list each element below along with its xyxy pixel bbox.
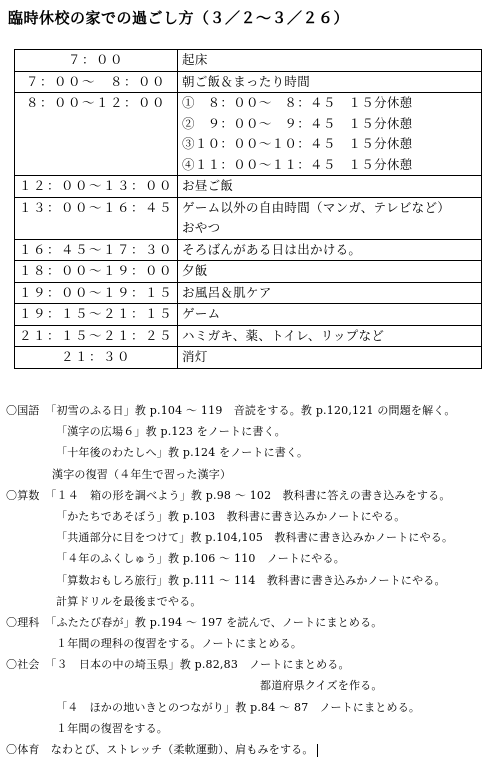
schedule-time: １９：１５～２１：１５ [15, 304, 178, 326]
schedule-row [15, 347, 482, 369]
schedule-row [15, 71, 482, 93]
note-line [6, 548, 486, 569]
note-text: 「算数おもしろ旅行」教 p.111 ～ 114 教科書に書き込みかノートにやる。 [56, 573, 446, 587]
note-text: 〇社会 「３ 日本の中の埼玉県」教 p.82,83 ノートにまとめる。 [6, 658, 350, 672]
schedule-time: ２１：１５～２１：２５ [15, 325, 178, 347]
schedule-activity-cell [178, 347, 482, 369]
schedule-activity: ② ９：００～ ９：４５ １５分休憩 [182, 115, 413, 131]
text-cursor [317, 744, 318, 757]
schedule-row [15, 304, 482, 326]
schedule-time: ２１：３０ [15, 347, 178, 369]
schedule-activity-cell [178, 50, 482, 72]
schedule-row [15, 50, 482, 72]
note-line [6, 675, 486, 696]
schedule-time: １８：００～１９：００ [15, 261, 178, 283]
schedule-time: １６：４５～１７：３０ [15, 239, 178, 261]
note-line [6, 633, 486, 654]
note-line [6, 654, 486, 675]
schedule-time: ７：００～ ８：００ [15, 71, 178, 93]
schedule-time: ７：００ [15, 50, 178, 72]
note-text: 〇理科 「ふたたび春が」教 p.194 ～ 197 を読んで、ノートにまとめる。 [6, 615, 383, 629]
note-text: 〇体育 なわとび、ストレッチ（柔軟運動）、肩もみをする。 [6, 743, 314, 756]
note-line [6, 612, 486, 633]
schedule-activity-cell [178, 93, 482, 176]
schedule-activity: お風呂＆肌ケア [182, 284, 272, 300]
note-line [6, 464, 486, 485]
schedule-activity: 起床 [182, 52, 208, 67]
note-text: 「共通部分に目をつけて」教 p.104,105 教科書に書き込みかノートにやる。 [56, 531, 454, 545]
schedule-activity: 夕飯 [182, 263, 208, 278]
schedule-row [15, 261, 482, 283]
note-text: 〇国語 「初雪のふる日」教 p.104 ～ 119 音読をする。教 p.120,121 の問題を解く。 [6, 404, 456, 417]
note-line [6, 718, 486, 739]
note-text: 「かたちであそぼう」教 p.103 教科書に書き込みかノートにやる。 [56, 509, 406, 523]
schedule-row [15, 239, 482, 261]
schedule-row [15, 197, 482, 239]
schedule-activity-cell [178, 261, 482, 283]
note-text: 「漢字の広場６」教 p.123 をノートに書く。 [56, 425, 286, 439]
note-text: 「４年のふくしゅう」教 p.106 ～ 110 ノートにやる。 [56, 552, 345, 566]
note-text: 「十年後のわたしへ」教 p.124 をノートに書く。 [56, 446, 309, 460]
schedule-activity-cell [178, 325, 482, 347]
schedule-row [15, 282, 482, 304]
note-text: 「４ ほかの地いきとのつながり」教 p.84 ～ 87 ノートにまとめる。 [56, 700, 421, 714]
schedule-activity: おやつ [182, 220, 221, 235]
note-text: １年間の復習をする。 [56, 721, 168, 735]
note-text: 〇算数 「１４ 箱の形を調べよう」教 p.98 ～ 102 教科書に答えの書き込みをする。 [6, 488, 451, 502]
note-line [6, 442, 486, 463]
schedule-activity: ① ８：００～ ８：４５ １５分休憩 [182, 95, 413, 110]
study-notes [6, 400, 486, 760]
note-line [6, 421, 486, 442]
schedule-activity-cell [178, 197, 482, 239]
note-line [6, 527, 486, 548]
note-line [6, 697, 486, 718]
note-line [6, 485, 486, 506]
schedule-activity: ④１１：００～１１：４５ １５分休憩 [182, 156, 413, 172]
schedule-activity: ゲーム以外の自由時間（マンガ、テレビなど） [182, 199, 451, 215]
note-text: １年間の理科の復習をする。ノートにまとめる。 [56, 637, 303, 651]
schedule-row [15, 325, 482, 347]
note-line [6, 400, 486, 421]
note-line [6, 570, 486, 591]
schedule-table [14, 49, 482, 369]
schedule-activity-cell [178, 282, 482, 304]
schedule-row [15, 93, 482, 176]
schedule-activity-cell [178, 71, 482, 93]
note-text: 都道府県クイズを作る。 [260, 679, 383, 693]
note-text: 計算ドリルを最後までやる。 [56, 594, 202, 608]
note-line [6, 591, 486, 612]
note-text: 漢字の復習（４年生で習った漢字） [52, 467, 232, 481]
note-line [6, 506, 486, 527]
schedule-activity-cell [178, 304, 482, 326]
note-line [6, 739, 486, 760]
schedule-row [15, 176, 482, 198]
schedule-time: ８：００～１２：００ [15, 93, 178, 176]
schedule-activity: お昼ご飯 [182, 178, 234, 193]
schedule-activity: ③１０：００～１０：４５ １５分休憩 [182, 136, 413, 151]
schedule-activity: ハミガキ、薬、トイレ、リップなど [182, 327, 385, 343]
schedule-activity: ゲーム [182, 306, 221, 321]
schedule-activity-cell [178, 239, 482, 261]
schedule-time: １９：００～１９：１５ [15, 282, 178, 304]
schedule-activity: そろばんがある日は出かける。 [182, 241, 362, 257]
schedule-time: １２：００～１３：００ [15, 176, 178, 198]
schedule-time: １３：００～１６：４５ [15, 197, 178, 239]
schedule-activity: 朝ご飯＆まったり時間 [182, 73, 311, 89]
schedule-activity-cell [178, 176, 482, 198]
page-title: 臨時休校の家での過ごし方（３／２～３／２６） [8, 9, 350, 27]
schedule-activity: 消灯 [182, 349, 208, 364]
